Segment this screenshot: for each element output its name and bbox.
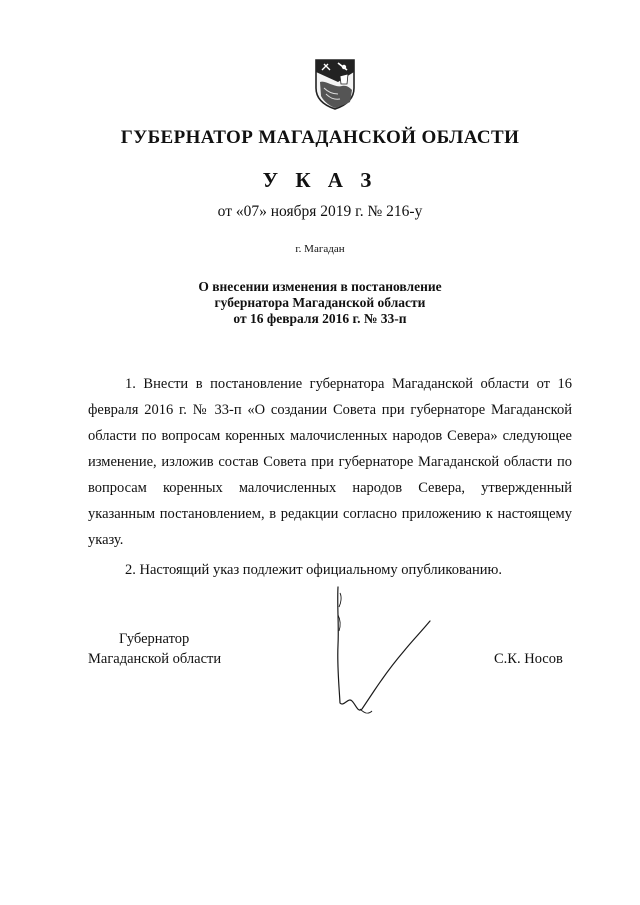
paragraph-1: 1. Внести в постановление губернатора Магаданской области от 16 февраля 2016 г. № 33-п «О создании Совета при губернаторе Магаданской области по вопросам коренных малочисленных народов Севера» следующее изменение, изложив состав Совета при губернаторе Магаданской области по вопросам коренных малочисленных народов Севера, утвержденный указанным постановлением, в редакции согласно приложению к настоящему указу. (88, 376, 572, 548)
handwritten-signature (320, 585, 440, 730)
document-place: г. Магадан (295, 243, 345, 255)
signatory-name: С.К. Носов (494, 651, 563, 667)
document-type: У К А З (262, 168, 378, 192)
document-subject (0, 279, 640, 327)
issuing-authority: ГУБЕРНАТОР МАГАДАНСКОЙ ОБЛАСТИ (120, 127, 520, 148)
signatory-title-line: Магаданской области (88, 651, 222, 667)
subject-line: губернатора Магаданской области (214, 295, 426, 310)
subject-line: О внесении изменения в постановление (198, 279, 442, 294)
document-date-number: от «07» ноября 2019 г. № 216-у (217, 203, 423, 220)
coat-of-arms-icon (314, 58, 356, 110)
signatory-title-line: Губернатор (119, 631, 190, 647)
signatory-title (88, 629, 221, 669)
paragraph-2: 2. Настоящий указ подлежит официальному опубликованию. (125, 562, 503, 578)
subject-line: от 16 февраля 2016 г. № 33-п (233, 311, 407, 326)
document-body (88, 371, 572, 583)
